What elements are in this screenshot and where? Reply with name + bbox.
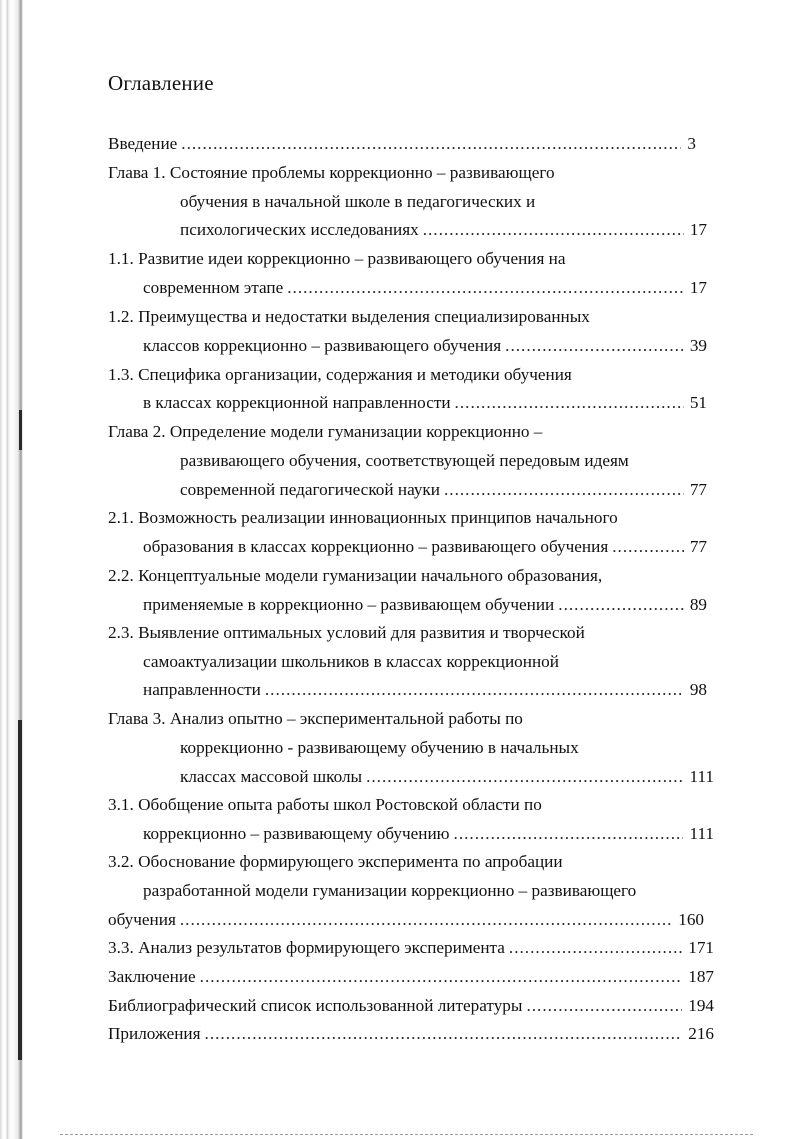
toc-page-number: 89	[689, 595, 707, 614]
toc-entry-chapter2[interactable]	[108, 421, 542, 443]
dot-leader	[200, 966, 683, 988]
toc-entry-text: 1.1. Развитие идеи коррекционно – развивающего обучения на	[108, 249, 566, 268]
toc-entry-section-3-2[interactable]	[108, 851, 563, 873]
scan-edge-bottom	[60, 1133, 753, 1135]
dot-leader	[205, 1023, 683, 1045]
toc-page-number: 98	[689, 680, 707, 699]
toc-entry-text: современной педагогической науки	[180, 480, 440, 499]
toc-page-number: 17	[689, 278, 707, 297]
toc-entry-section-2-3[interactable]	[108, 622, 585, 644]
toc-entry-section-1-2[interactable]	[108, 306, 590, 328]
toc-entry-text: 2.1. Возможность реализации инновационных принципов начального	[108, 508, 618, 527]
toc-entry-text: в классах коррекционной направленности	[143, 393, 451, 412]
toc-page-number: 77	[689, 480, 707, 499]
toc-entry-text: психологических исследованиях	[180, 220, 419, 239]
toc-entry-section-3-1[interactable]	[108, 794, 542, 816]
toc-entry-text: направленности	[143, 680, 261, 699]
toc-entry-section-2-2-cont	[143, 594, 707, 616]
toc-entry-section-1-3-cont	[143, 392, 707, 414]
toc-entry-chapter1-cont	[180, 191, 535, 213]
toc-entry-text: 2.3. Выявление оптимальных условий для развития и творческой	[108, 623, 585, 642]
toc-entry-text: 3.1. Обобщение опыта работы школ Ростовской области по	[108, 795, 542, 814]
toc-entry-text: классах массовой школы	[180, 767, 363, 786]
toc-page-number: 3	[687, 134, 696, 153]
toc-page-number: 187	[688, 967, 714, 986]
toc-entry-section-1-3[interactable]	[108, 364, 572, 386]
toc-entry-text: образования в классах коррекционно – развивающего обучения	[143, 537, 609, 556]
toc-entry-section-1-1[interactable]	[108, 248, 566, 270]
toc-entry-text: самоактуализации школьников в классах коррекционной	[143, 652, 559, 671]
toc-page-number: 111	[689, 824, 714, 843]
toc-entry-text: 1.2. Преимущества и недостатки выделения специализированных	[108, 307, 590, 326]
toc-entry-bibliography[interactable]	[108, 995, 714, 1017]
dot-leader	[526, 995, 682, 1017]
toc-entry-appendix[interactable]	[108, 1023, 714, 1045]
toc-entry-text: обучения	[108, 910, 176, 929]
toc-page-number: 51	[689, 393, 707, 412]
toc-page-number: 77	[689, 537, 707, 556]
toc-entry-conclusion[interactable]	[108, 966, 714, 988]
toc-entry-chapter3-last	[180, 766, 714, 788]
dot-leader	[558, 594, 684, 616]
toc-entry-text: развивающего обучения, соответствующей передовым идеям	[180, 451, 629, 470]
toc-entry-intro[interactable]	[108, 133, 696, 155]
toc-entry-text: коррекционно – развивающему обучению	[143, 824, 450, 843]
toc-entry-text: 3.3. Анализ результатов формирующего эксперимента	[108, 938, 505, 957]
toc-entry-chapter3[interactable]	[108, 708, 523, 730]
toc-entry-text: Приложения	[108, 1024, 201, 1043]
toc-page-number: 160	[678, 910, 704, 929]
dot-leader	[444, 479, 684, 501]
toc-page-number: 171	[688, 938, 714, 957]
page-title: Оглавление	[108, 71, 214, 95]
toc-page-number: 39	[689, 336, 707, 355]
scan-artifact	[19, 410, 22, 450]
toc-entry-chapter2-cont	[180, 450, 629, 472]
toc-entry-text: 1.3. Специфика организации, содержания и методики обучения	[108, 365, 572, 384]
toc-entry-section-3-3[interactable]	[108, 937, 714, 959]
dot-leader	[423, 219, 684, 241]
dot-leader	[287, 277, 684, 299]
toc-page-number: 17	[689, 220, 707, 239]
toc-entry-text: Глава 2. Определение модели гуманизации коррекционно –	[108, 422, 543, 441]
toc-entry-text: Библиографический список использованной литературы	[108, 996, 523, 1015]
dot-leader	[181, 133, 681, 155]
dot-leader	[265, 679, 684, 701]
toc-entry-text: Глава 1. Состояние проблемы коррекционно – развивающего	[108, 163, 555, 182]
dot-leader	[454, 823, 684, 845]
dot-leader	[612, 536, 684, 558]
toc-entry-chapter3-cont	[180, 737, 579, 759]
dot-leader	[455, 392, 684, 414]
dot-leader	[509, 937, 682, 959]
scan-edge	[0, 0, 26, 1139]
scan-artifact	[18, 720, 22, 1060]
dot-leader	[366, 766, 683, 788]
toc-entry-text: классов коррекционно – развивающего обучения	[143, 336, 502, 355]
toc-entry-chapter1-last	[180, 219, 707, 241]
toc-entry-section-3-2-last	[108, 909, 704, 931]
toc-entry-text: коррекционно - развивающему обучению в начальных	[180, 738, 579, 757]
toc-page-number: 216	[688, 1024, 714, 1043]
toc-entry-text: применяемые в коррекционно – развивающем обучении	[143, 595, 555, 614]
toc-entry-text: разработанной модели гуманизации коррекционно – развивающего	[143, 881, 637, 900]
toc-entry-section-2-2[interactable]	[108, 565, 602, 587]
toc-entry-section-3-1-cont	[143, 823, 714, 845]
toc-entry-section-2-3-last	[143, 679, 707, 701]
toc-entry-text: обучения в начальной школе в педагогических и	[180, 192, 536, 211]
toc-entry-section-1-2-cont	[143, 335, 707, 357]
toc-entry-text: Заключение	[108, 967, 196, 986]
toc-page-number: 111	[689, 767, 714, 786]
toc-entry-chapter2-last	[180, 479, 707, 501]
toc-entry-section-2-1[interactable]	[108, 507, 618, 529]
toc-entry-chapter1[interactable]	[108, 162, 555, 184]
toc-entry-text: Глава 3. Анализ опытно – экспериментальной работы по	[108, 709, 523, 728]
toc-entry-text: 2.2. Концептуальные модели гуманизации начального образования,	[108, 566, 603, 585]
dot-leader	[180, 909, 672, 931]
toc-page-number: 194	[688, 996, 714, 1015]
dot-leader	[505, 335, 684, 357]
toc-entry-section-2-1-cont	[143, 536, 707, 558]
toc-entry-text: современном этапе	[143, 278, 284, 297]
toc-entry-text: Введение	[108, 134, 178, 153]
toc-entry-section-1-1-cont	[143, 277, 707, 299]
toc-entry-section-3-2-cont	[143, 880, 636, 902]
toc-entry-text: 3.2. Обоснование формирующего эксперимента по апробации	[108, 852, 563, 871]
toc-entry-section-2-3-cont	[143, 651, 559, 673]
